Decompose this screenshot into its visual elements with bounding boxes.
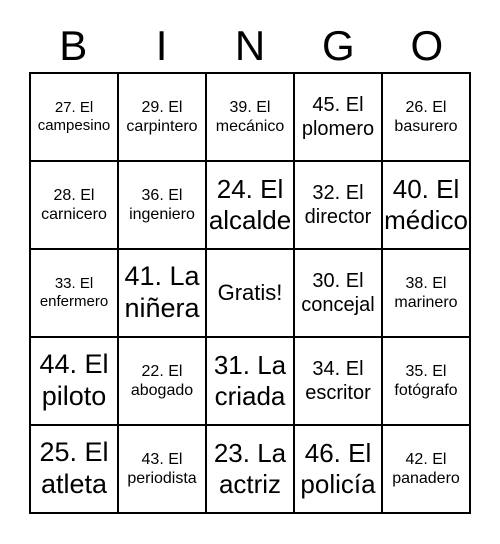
bingo-cell[interactable]: 22. El abogado <box>118 337 206 425</box>
bingo-cell[interactable]: 25. El atleta <box>30 425 118 513</box>
bingo-cell[interactable]: 40. El médico <box>382 161 470 249</box>
bingo-board <box>29 72 471 514</box>
bingo-cell[interactable]: 32. El director <box>294 161 382 249</box>
bingo-cell[interactable]: 30. El concejal <box>294 249 382 337</box>
bingo-cell[interactable]: 33. El enfermero <box>30 249 118 337</box>
bingo-cell[interactable]: 36. El ingeniero <box>118 161 206 249</box>
bingo-cell[interactable]: 39. El mecánico <box>206 73 294 161</box>
header-letter-g: G <box>322 22 355 69</box>
free-space-cell[interactable]: Gratis! <box>206 249 294 337</box>
header-letter-i: I <box>155 22 168 69</box>
bingo-cell[interactable]: 34. El escritor <box>294 337 382 425</box>
header-letter-n: N <box>234 22 266 69</box>
bingo-cell[interactable]: 23. La actriz <box>206 425 294 513</box>
bingo-cell[interactable]: 46. El policía <box>294 425 382 513</box>
bingo-cell[interactable]: 41. La niñera <box>118 249 206 337</box>
bingo-cell[interactable]: 44. El piloto <box>30 337 118 425</box>
bingo-cell[interactable]: 31. La criada <box>206 337 294 425</box>
bingo-cell[interactable]: 24. El alcalde <box>206 161 294 249</box>
bingo-cell[interactable]: 42. El panadero <box>382 425 470 513</box>
bingo-cell[interactable]: 27. El campesino <box>30 73 118 161</box>
header-letter-o: O <box>410 22 444 69</box>
bingo-cell[interactable]: 29. El carpintero <box>118 73 206 161</box>
bingo-cell[interactable]: 45. El plomero <box>294 73 382 161</box>
bingo-cell[interactable]: 35. El fotógrafo <box>382 337 470 425</box>
bingo-cell[interactable]: 28. El carnicero <box>30 161 118 249</box>
bingo-cell[interactable]: 38. El marinero <box>382 249 470 337</box>
bingo-cell[interactable]: 26. El basurero <box>382 73 470 161</box>
bingo-cell[interactable]: 43. El periodista <box>118 425 206 513</box>
header-letter-b: B <box>59 22 88 69</box>
bingo-header <box>29 20 471 72</box>
